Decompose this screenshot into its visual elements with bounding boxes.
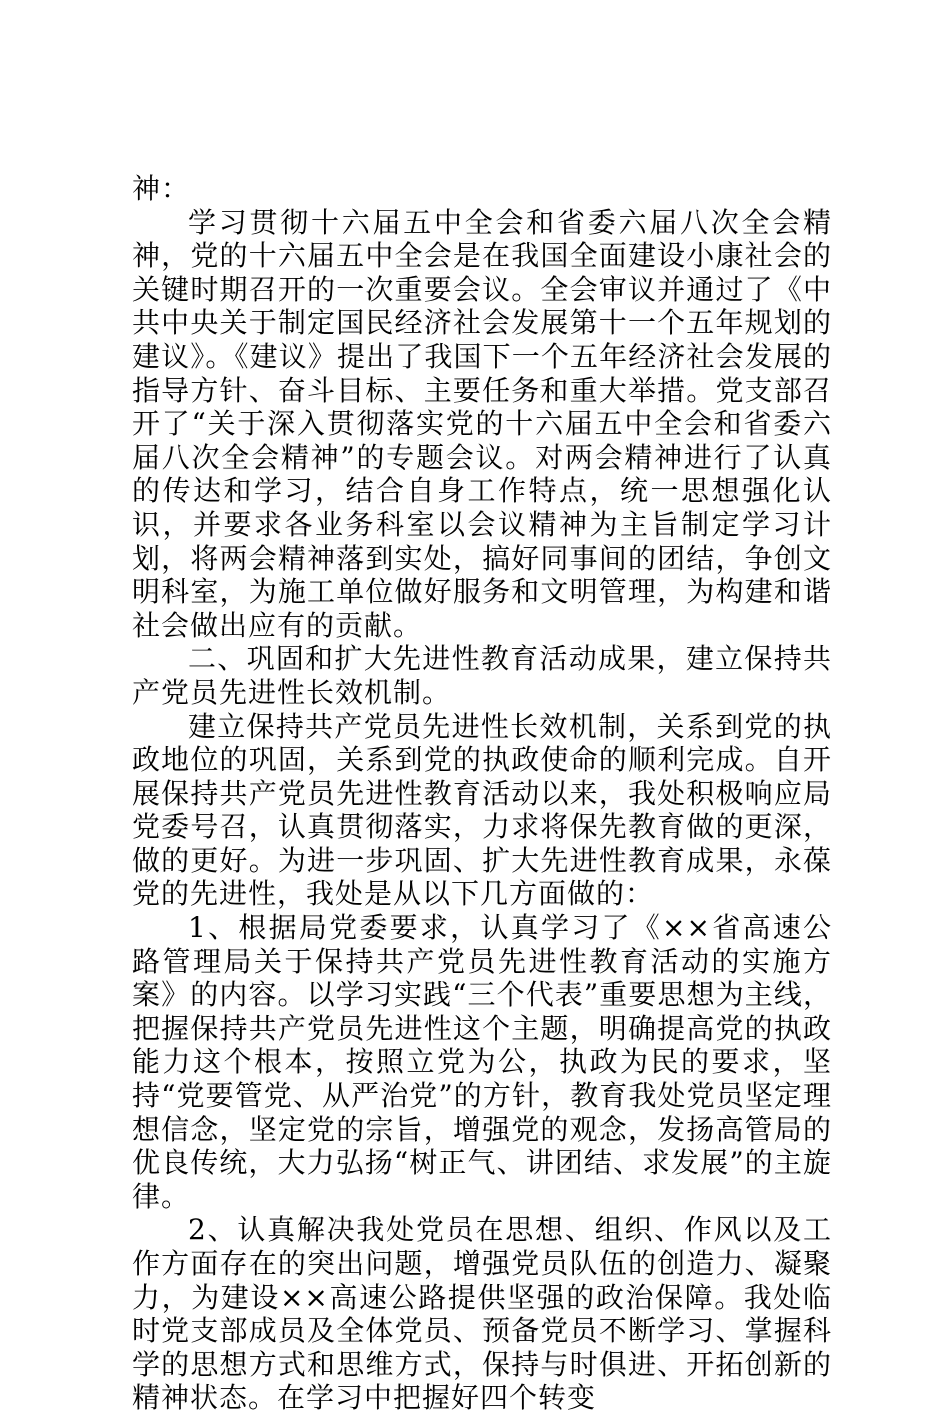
paragraph-item-1: 1、根据局党委要求，认真学习了《××省高速公路管理局关于保持共产党员先进性教育活动的实施方案》的内容。以学习实践“三个代表”重要思想为主线，把握保持共产党员先进性这个主题，明确提高党的执政能力这个根本，按照立党为公，执政为民的要求，坚持“党要管党、从严治党”的方针，教育我处党员坚定理想信念，坚定党的宗旨，增强党的观念，发扬高管局的优良传统，大力弘扬“树正气、讲团结、求发展”的主旋律。 <box>132 911 832 1213</box>
paragraph-continuation: 神： <box>132 172 191 205</box>
paragraph-long-term-mechanism: 建立保持共产党员先进性长效机制，关系到党的执政地位的巩固，关系到党的执政使命的顺利完成。自开展保持共产党员先进性教育活动以来，我处积极响应局党委号召，认真贯彻落实，力求将保先教育做的更深，做的更好。为进一步巩固、扩大先进性教育成果，永葆党的先进性，我处是从以下几方面做的： <box>132 709 832 911</box>
paragraph-item-2: 2、认真解决我处党员在思想、组织、作风以及工作方面存在的突出问题，增强党员队伍的创造力、凝聚力，为建设××高速公路提供坚强的政治保障。我处临时党支部成员及全体党员、预备党员不断学习、掌握科学的思想方式和思维方式，保持与时俱进、开拓创新的精神状态。在学习中把握好四个转变 <box>132 1213 832 1415</box>
document-page <box>132 172 832 1415</box>
section-heading-two: 二、巩固和扩大先进性教育活动成果，建立保持共产党员先进性长效机制。 <box>132 642 832 709</box>
paragraph-study-plenary: 学习贯彻十六届五中全会和省委六届八次全会精神，党的十六届五中全会是在我国全面建设小康社会的关键时期召开的一次重要会议。全会审议并通过了《中共中央关于制定国民经济社会发展第十一个五年规划的建议》。《建议》提出了我国下一个五年经济社会发展的指导方针、奋斗目标、主要任务和重大举措。党支部召开了“关于深入贯彻落实党的十六届五中全会和省委六届八次全会精神”的专题会议。对两会精神进行了认真的传达和学习，结合自身工作特点，统一思想强化认识，并要求各业务科室以会议精神为主旨制定学习计划，将两会精神落到实处，搞好同事间的团结，争创文明科室，为施工单位做好服务和文明管理，为构建和谐社会做出应有的贡献。 <box>132 205 832 642</box>
